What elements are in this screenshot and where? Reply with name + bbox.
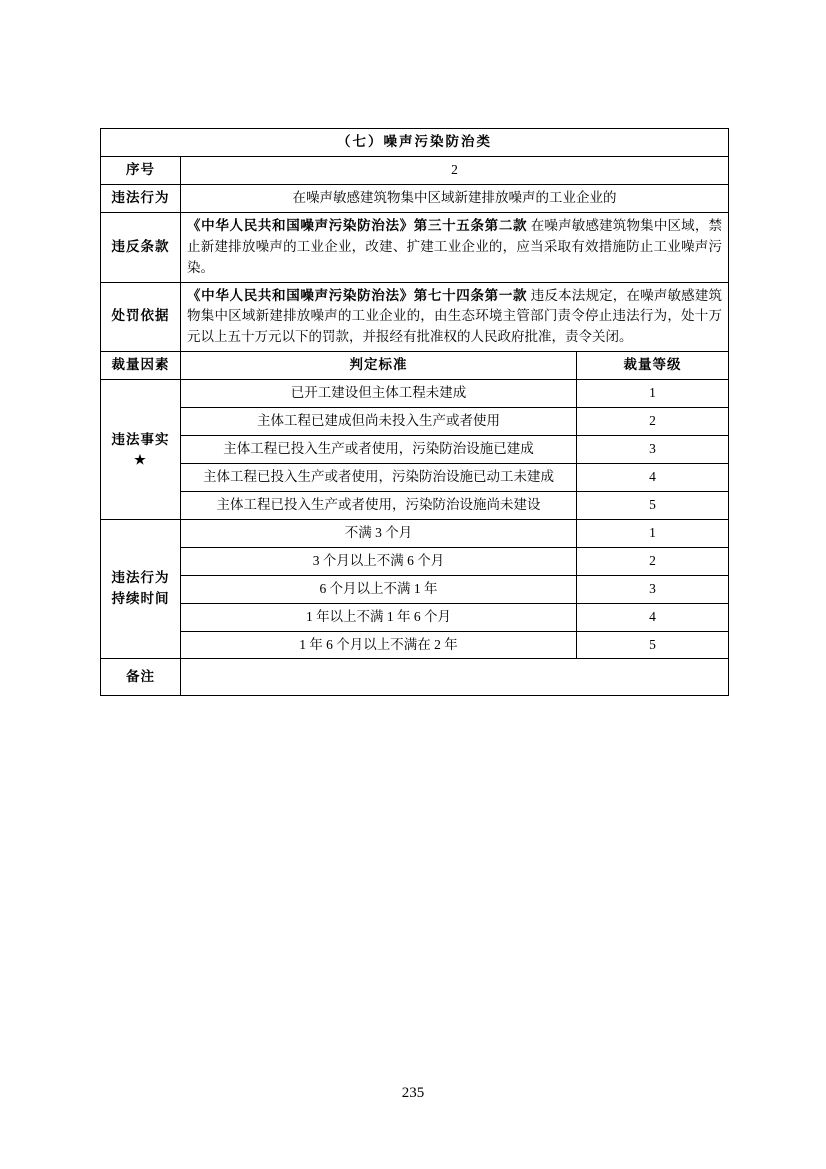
remark-value	[181, 659, 729, 696]
factor-label: 裁量因素	[101, 352, 181, 380]
violation-label: 违法行为	[101, 184, 181, 212]
duration-level-2: 2	[577, 547, 729, 575]
duration-level-5: 5	[577, 631, 729, 659]
penalty-content	[181, 282, 729, 352]
fact-criteria-5: 主体工程已投入生产或者使用，污染防治设施尚未建设	[181, 491, 577, 519]
fact-label-text: 违法事实	[111, 431, 170, 447]
clause-text: 在噪声敏感建筑物集中区域，禁止新建排放噪声的工业企业，改建、扩建工业企业的，应当采取有效措施防止工业噪声污染。	[187, 217, 723, 275]
duration-label	[101, 519, 181, 659]
table-row-serial	[101, 156, 729, 184]
table-row	[101, 436, 729, 464]
table-row	[101, 380, 729, 408]
table-row	[101, 547, 729, 575]
table-row	[101, 519, 729, 547]
fact-level-3: 3	[577, 436, 729, 464]
discretion-table	[100, 128, 729, 696]
penalty-law-name: 《中华人民共和国噪声污染防治法》第七十四条第一款	[187, 287, 528, 303]
duration-level-1: 1	[577, 519, 729, 547]
duration-level-4: 4	[577, 603, 729, 631]
table-row	[101, 575, 729, 603]
table-row-remark	[101, 659, 729, 696]
serial-label: 序号	[101, 156, 181, 184]
fact-level-4: 4	[577, 463, 729, 491]
fact-criteria-4: 主体工程已投入生产或者使用，污染防治设施已动工未建成	[181, 463, 577, 491]
star-icon: ★	[134, 451, 147, 467]
duration-label-line2: 持续时间	[111, 591, 170, 607]
violation-value: 在噪声敏感建筑物集中区域新建排放噪声的工业企业的	[181, 184, 729, 212]
table-row	[101, 408, 729, 436]
clause-label: 违反条款	[101, 212, 181, 282]
table-row	[101, 631, 729, 659]
table-row-penalty	[101, 282, 729, 352]
level-label: 裁量等级	[577, 352, 729, 380]
fact-level-5: 5	[577, 491, 729, 519]
fact-label	[101, 380, 181, 520]
table-row	[101, 463, 729, 491]
page-number: 235	[401, 1085, 425, 1101]
fact-criteria-1: 已开工建设但主体工程未建成	[181, 380, 577, 408]
table-row-title	[101, 129, 729, 157]
fact-level-2: 2	[577, 408, 729, 436]
table-row	[101, 491, 729, 519]
duration-level-3: 3	[577, 575, 729, 603]
duration-criteria-2: 3 个月以上不满 6 个月	[181, 547, 577, 575]
fact-level-1: 1	[577, 380, 729, 408]
table-row-violation	[101, 184, 729, 212]
serial-value: 2	[181, 156, 729, 184]
duration-criteria-3: 6 个月以上不满 1 年	[181, 575, 577, 603]
fact-criteria-3: 主体工程已投入生产或者使用，污染防治设施已建成	[181, 436, 577, 464]
fact-criteria-2: 主体工程已建成但尚未投入生产或者使用	[181, 408, 577, 436]
duration-criteria-1: 不满 3 个月	[181, 519, 577, 547]
criteria-label: 判定标准	[181, 352, 577, 380]
table-row-headers	[101, 352, 729, 380]
clause-law-name: 《中华人民共和国噪声污染防治法》第三十五条第二款	[187, 217, 528, 233]
remark-label: 备注	[101, 659, 181, 696]
clause-content	[181, 212, 729, 282]
duration-criteria-4: 1 年以上不满 1 年 6 个月	[181, 603, 577, 631]
duration-label-line1: 违法行为	[111, 570, 170, 586]
table-row	[101, 603, 729, 631]
penalty-text: 违反本法规定，在噪声敏感建筑物集中区域新建排放噪声的工业企业的，由生态环境主管部门责令停止违法行为，处十万元以上五十万元以下的罚款，并报经有批准权的人民政府批准，责令关闭。	[187, 287, 723, 345]
page-title: （七）噪声污染防治类	[101, 129, 729, 157]
penalty-label: 处罚依据	[101, 282, 181, 352]
duration-criteria-5: 1 年 6 个月以上不满在 2 年	[181, 631, 577, 659]
table-row-clause	[101, 212, 729, 282]
